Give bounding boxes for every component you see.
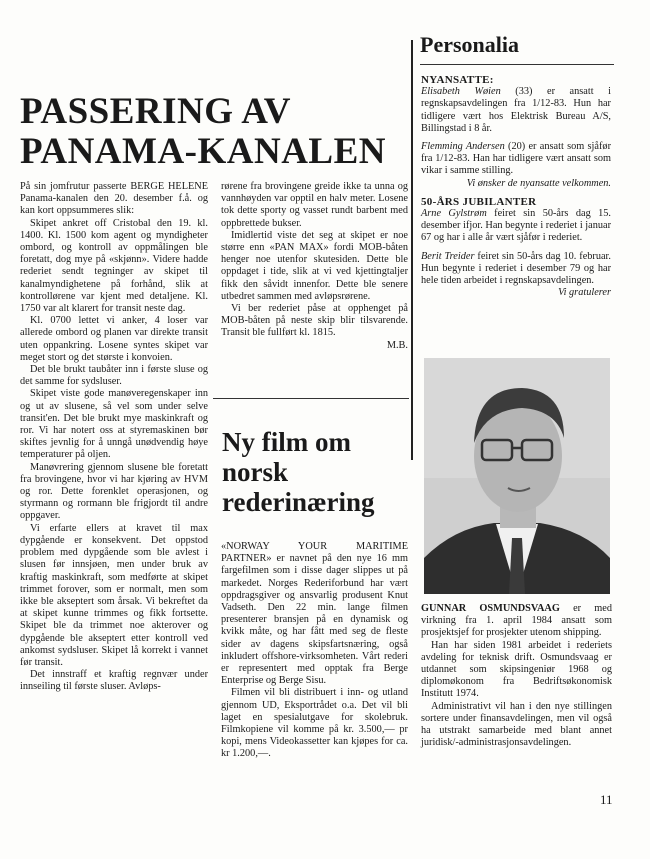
person-name: Arne Gylstrøm xyxy=(421,208,487,220)
main-paragraph: Det ble brukt taubåter inn i første sluse og det samme for sydsluser. xyxy=(20,364,208,388)
headline-line-1: PASSERING AV xyxy=(20,91,291,132)
personalia-rule xyxy=(420,64,614,65)
headline-line-2: PANAMA-KANALEN xyxy=(20,131,386,172)
person-text: feiret sin 50-års dag 10. februar. Hun begynte i rederiet i desember 79 og har hele tiden arbeidet i regnskapsavdelingen. xyxy=(421,250,611,287)
main-paragraph: Vi ber rederiet påse at opphenget på MOB-båten på neste skip blir tilsvarende. Transit ble fullført kl. 1815. xyxy=(221,303,408,339)
person-name: Berit Treider xyxy=(421,250,475,262)
film-article-headline xyxy=(222,427,412,517)
person-text: (20) er ansatt som sjåfør fra 1/12-83. Han har tidligere vært ansatt som vikar i samme stilling. xyxy=(421,141,611,177)
gunnar-paragraph: Han har siden 1981 arbeidet i rederiets avdeling for teknisk drift. Osmundsvaag er utdannet som skipsingeniør 1968 og diplomøkonom fra Bedriftsøkonomisk Institutt 1974. xyxy=(421,639,612,700)
main-article-column-2 xyxy=(221,181,408,352)
nyansatte-heading: NYANSATTE: xyxy=(421,74,494,86)
person-text: feiret sin 50-års dag 15. desember ifjor. Han begynte i rederiet i januar 67 og har i alle år vært sjåfør i rederiet. xyxy=(421,208,611,244)
article-separator xyxy=(213,398,409,399)
gunnar-paragraph xyxy=(421,603,612,640)
main-paragraph: På sin jomfrutur passerte BERGE HELENE Panama-kanalen den 20. desember f.å. og kan kort oppsummeres slik: xyxy=(20,181,208,217)
main-paragraph: Imidlertid viste det seg at skipet er noe større enn «PAN MAX» fordi MOB-båten henger noe utenfor skutesiden. Dette ble oppdaget i tide, slik at vi ved kjettingtaljer fikk den såvidt innenfor. Dette ble senere utbedret sammen med avløpsrørene. xyxy=(221,229,408,302)
film-headline-line-2: norsk xyxy=(222,457,289,487)
film-article-body xyxy=(221,541,408,761)
gunnar-paragraph: Administrativt vil han i den nye stillingen sortere under finansavdelingen, men vil også ha utstrakt samarbeide med blant annet juridisk/-administrasjonsavdelingen. xyxy=(421,700,612,749)
main-paragraph: Kl. 0700 lettet vi anker, 4 loser var allerede ombord og planen var direkte transit uten oppankring. Losene syntes skipet var meget stort og det største i konvoien. xyxy=(20,315,208,363)
portrait-illustration xyxy=(424,358,610,594)
page-number: 11 xyxy=(600,792,613,807)
portrait-photo xyxy=(424,358,610,594)
jubilant-heading: 50-ÅRS JUBILANTER xyxy=(421,195,537,208)
gunnar-article xyxy=(421,603,612,749)
main-paragraph: Vi erfarte ellers at kravet til max dypgående er konsekvent. Det oppstod problem med dypgående som ble avlest i slusen før innsjøen, men under bruk av kraftig maskinkraft, som medførte at skipet trimmet forover, som er normalt, men som ikke ble akseptert som årsak. Vi bekreftet da at skipet kunne trimmes og fikk fortsette. Skipet ble da trimmet noe akterover og dypgående ble akseptert etter kontroll ved ankomst sydsluser. Skipet lå korrekt i vannet før transit. xyxy=(20,522,208,668)
personalia-entry xyxy=(421,86,611,135)
main-headline xyxy=(20,92,415,172)
personalia-entry xyxy=(421,208,611,245)
main-paragraph: Manøvrering gjennom slusene ble foretatt fra brovingene, hvor vi har kjøring av HVM og ror. Dette forenklet operasjonen, og styrmann og rormann ble frigjordt til andre oppgaver. xyxy=(20,461,208,522)
gunnar-text: er med virkning fra 1. april 1984 ansatt som prosjektsjef for prosjekter utenom shipping. xyxy=(421,603,612,639)
main-paragraph: Skipet ankret off Cristobal den 19. kl. 1400. Kl. 1500 kom agent og myndigheter ombord, og kontroll av oppmålingen ble foretatt, dog mye på «skjønn». Videre hadde rederiet sendt tegninger av skipet til kanalmyndighetene på forhånd, slik at kontrollørene var kjent med detaljene. Kl. 1750 var alt klarert for transit neste dag. xyxy=(20,217,208,315)
personalia-column xyxy=(421,74,611,299)
main-paragraph: rørene fra brovingene greide ikke ta unna og vannhøyden var opptil en halv meter. Losene tok dette sporty og vasset rundt barbent med oppbrettede bukser. xyxy=(221,181,408,229)
congrats-note: Vi gratulerer xyxy=(558,287,611,299)
personalia-heading: Personalia xyxy=(420,32,519,57)
person-text: (33) er ansatt i regnskapsavdelingen fra 1/12-83. Hun har tidligere vært hos Elektrisk Bureau A/S, Billingstad i 8 år. xyxy=(421,86,611,134)
film-headline-line-3: rederinæring xyxy=(222,487,375,517)
welcome-note: Vi ønsker de nyansatte velkommen. xyxy=(466,177,611,189)
person-name: Elisabeth Wøien xyxy=(421,86,501,98)
personalia-entry xyxy=(421,251,611,288)
main-paragraph: Skipet viste gode manøveregenskaper inn og ut av slusene, så vel som under selve transit'en. Det ble brukt mye maskinkraft og ror. Vi har notert oss at styremaskinen bør skiftes jevnlig for å unngå unødvendig høye temperaturer på oljen. xyxy=(20,388,208,461)
film-paragraph: «NORWAY YOUR MARITIME PARTNER» er navnet på den nye 16 mm fargefilmen som i disse dager slippes ut på markedet. Norges Rederiforbund har vært oppdragsgiver og ansvarlig produsent Knut Vadseth. Den 22 min. lange filmen presenterer bransjen på en dynamisk og kvikk måte, og har fått med seg de fleste sider av dagens skipsfartsnæring, også inkludert offshore-virksomheten. Vårt rederi er representert med opptak fra Berge Enterprise og Berge Sisu. xyxy=(221,541,408,687)
personalia-entry xyxy=(421,141,611,178)
film-paragraph: Filmen vil bli distribuert i inn- og utland gjennom UD, Eksportrådet o.a. Det vil bli laget en spesialutgave for skolebruk. Filmkopiene vil komme på kr. 3.500,— pr kopi, mens Videokassetter kan kjøpes for ca. kr 1.200,—. xyxy=(221,687,408,760)
person-name: Flemming Andersen xyxy=(421,141,505,153)
gunnar-name: GUNNAR OSMUNDSVAAG xyxy=(421,603,560,614)
main-article-column-1 xyxy=(20,181,208,694)
article-signature: M.B. xyxy=(386,339,408,351)
main-paragraph: Det innstraff et kraftig regnvær under innseiling til første sluser. Avløps- xyxy=(20,669,208,693)
film-headline-line-1: Ny film om xyxy=(222,427,351,457)
